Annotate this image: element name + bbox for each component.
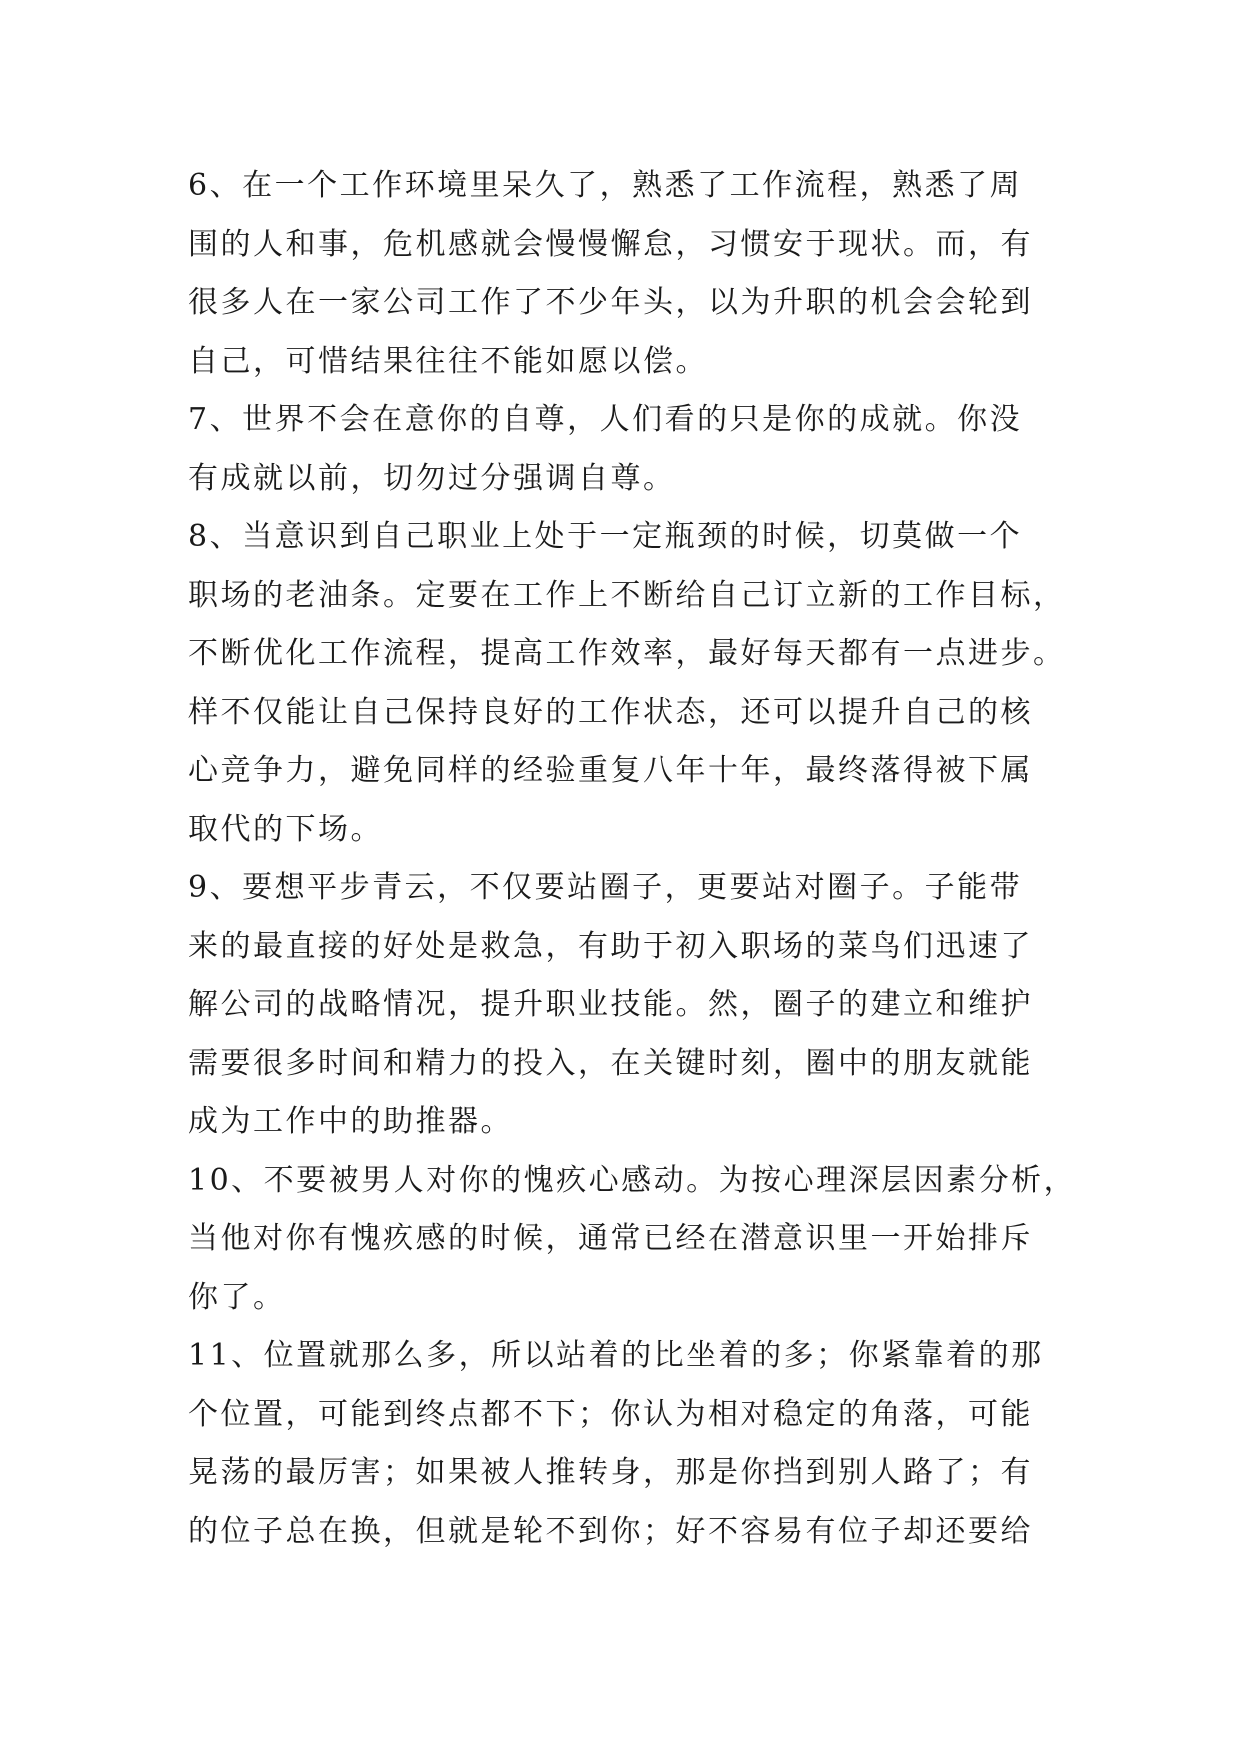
- body-text: [188, 157, 1077, 1561]
- text-line: 的位子总在换，但就是轮不到你；好不容易有位子却还要给: [188, 1513, 1033, 1549]
- text-line: 11、位置就那么多，所以站着的比坐着的多；你紧靠着的那: [188, 1338, 1044, 1373]
- text-line: 成为工作中的助推器。: [188, 1104, 513, 1139]
- text-line: 8、当意识到自己职业上处于一定瓶颈的时候，切莫做一个: [188, 519, 1023, 554]
- text-line: 10、不要被男人对你的愧疚心感动。为按心理深层因素分析，: [188, 1162, 1077, 1198]
- text-line: 职场的老油条。定要在工作上不断给自己订立新的工作目标，: [188, 577, 1066, 613]
- text-line: 7、世界不会在意你的自尊，人们看的只是你的成就。你没: [188, 402, 1023, 437]
- text-line: 需要很多时间和精力的投入，在关键时刻，圈中的朋友就能: [188, 1045, 1033, 1081]
- text-line: 解公司的战略情况，提升职业技能。然，圈子的建立和维护: [188, 987, 1033, 1022]
- text-line: 不断优化工作流程，提高工作效率，最好每天都有一点进步。: [188, 636, 1066, 671]
- text-line: 晃荡的最厉害；如果被人推转身，那是你挡到别人路了；有: [188, 1455, 1033, 1490]
- text-line: 9、要想平步青云，不仅要站圈子，更要站对圈子。子能带: [188, 870, 1023, 905]
- text-line: 很多人在一家公司工作了不少年头，以为升职的机会会轮到: [188, 285, 1033, 320]
- text-line: 样不仅能让自己保持良好的工作状态，还可以提升自己的核: [188, 694, 1033, 730]
- text-line: 个位置，可能到终点都不下；你认为相对稳定的角落，可能: [188, 1396, 1033, 1432]
- text-line: 有成就以前，切勿过分强调自尊。: [188, 460, 676, 496]
- text-line: 当他对你有愧疚感的时候，通常已经在潜意识里一开始排斥: [188, 1221, 1033, 1256]
- text-line: 围的人和事，危机感就会慢慢懈怠，习惯安于现状。而，有: [188, 226, 1033, 262]
- text-line: 你了。: [188, 1279, 286, 1315]
- text-line: 取代的下场。: [188, 811, 383, 847]
- text-line: 6、在一个工作环境里呆久了，熟悉了工作流程，熟悉了周: [188, 168, 1023, 203]
- text-line: 来的最直接的好处是救急，有助于初入职场的菜鸟们迅速了: [188, 928, 1033, 964]
- text-line: 自己，可惜结果往往不能如愿以偿。: [188, 343, 708, 379]
- text-line: 心竞争力，避免同样的经验重复八年十年，最终落得被下属: [188, 753, 1033, 788]
